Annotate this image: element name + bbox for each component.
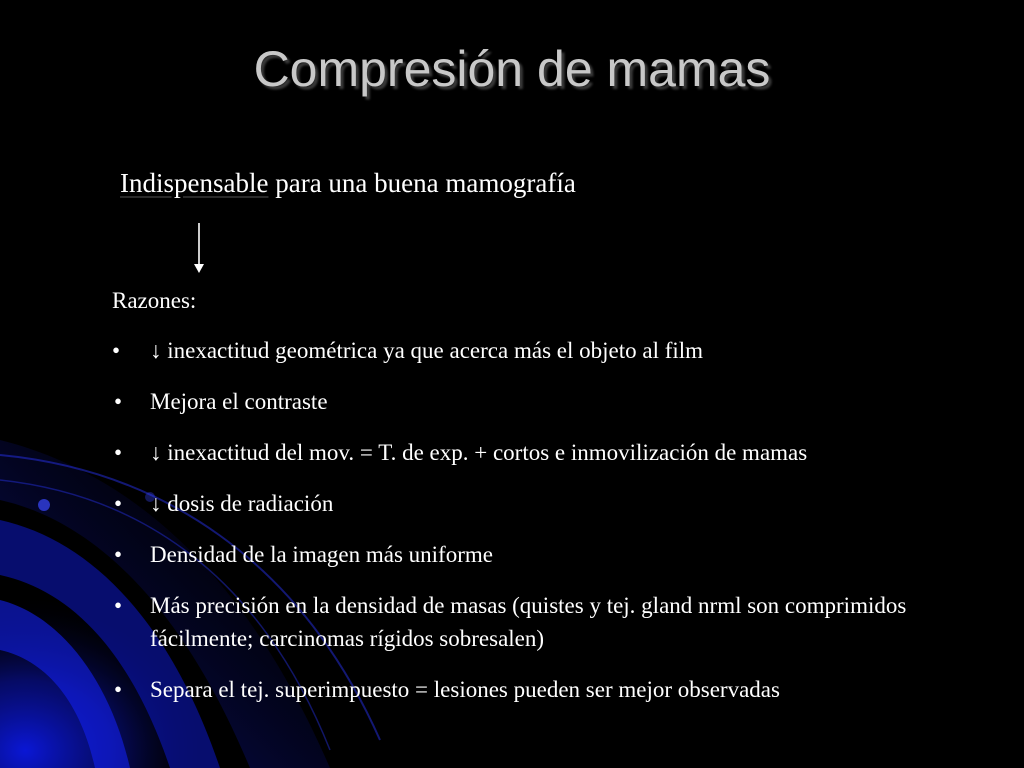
bullet-icon: •: [114, 389, 123, 414]
list-item-text: ↓ inexactitud del mov. = T. de exp. + cortos e inmovilización de mamas: [150, 440, 808, 465]
subtitle-rest: para una buena mamografía: [268, 168, 576, 198]
bullet-icon: •: [112, 338, 121, 363]
bullet-icon: •: [114, 677, 123, 702]
list-item: [112, 334, 992, 367]
reasons-list: [112, 334, 992, 706]
list-item-text: Separa el tej. superimpuesto = lesiones pueden ser mejor observadas: [150, 677, 780, 702]
subtitle-emphasis: Indispensable: [120, 168, 269, 198]
list-item: [112, 673, 992, 706]
list-item: [112, 436, 992, 469]
down-arrow-icon: [189, 222, 209, 274]
page-title: Compresión de mamas: [253, 41, 771, 97]
list-item-text: Más precisión en la densidad de masas (quistes y tej. gland nrml son comprimidos fácilmente; carcinomas rígidos sobresalen): [150, 593, 907, 651]
bullet-icon: •: [114, 593, 123, 618]
subtitle: [120, 168, 576, 199]
list-item-text: Densidad de la imagen más uniforme: [150, 542, 493, 567]
list-item-text: Mejora el contraste: [150, 389, 328, 414]
list-item: [112, 589, 992, 655]
reasons-heading: Razones:: [112, 288, 197, 313]
list-item-text: ↓ dosis de radiación: [150, 491, 334, 516]
list-item: [112, 385, 992, 418]
list-item-text: ↓ inexactitud geométrica ya que acerca más el objeto al film: [150, 338, 704, 363]
list-item: [112, 538, 992, 571]
reasons-section: [112, 286, 992, 724]
bullet-icon: •: [114, 440, 123, 465]
bullet-icon: •: [114, 491, 123, 516]
bullet-icon: •: [114, 542, 123, 567]
list-item: [112, 487, 992, 520]
